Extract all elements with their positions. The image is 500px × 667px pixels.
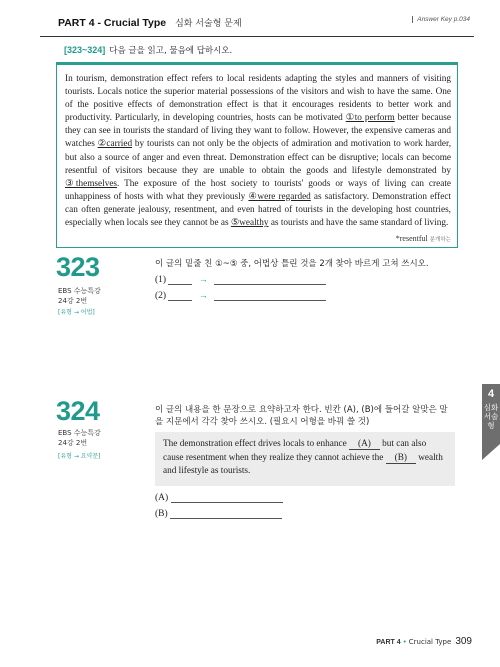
question-number-324: 324 (56, 396, 100, 426)
answer-row-a (155, 492, 283, 503)
source-line: 24강 2번 (58, 439, 88, 447)
source-line: EBS 수능특강 (58, 287, 101, 295)
page-number: 309 (455, 636, 472, 647)
footnote (396, 234, 451, 243)
passage-segment: as tourists and have the same standard of living. (268, 218, 449, 229)
side-tab-tail (482, 444, 500, 460)
answer-blank-correct[interactable] (214, 274, 326, 285)
footnote-word: *resentful (395, 234, 428, 243)
answer-row-1 (155, 274, 326, 285)
part-subtitle: 심화 서술형 문제 (175, 19, 242, 29)
underlined-5: ⑤wealthy (230, 218, 269, 229)
passage-text (65, 73, 451, 230)
answer-blank-wrong[interactable] (168, 274, 192, 285)
source-line: EBS 수능특강 (58, 429, 101, 437)
question-number-323: 323 (56, 252, 100, 282)
footer-type: Crucial Type (408, 638, 452, 646)
question-type-tag-324: [유형 → 요약문] (58, 453, 101, 460)
summary-segment: but can also cause resentment when they realize they cannot achieve the (163, 439, 427, 463)
page-footer (376, 636, 472, 647)
blank-b-label: (B) (394, 452, 407, 463)
passage-box (56, 62, 458, 248)
footer-separator: • (402, 638, 407, 646)
part-label: PART 4 - Crucial Type (58, 17, 167, 29)
answer-row-b (155, 508, 282, 519)
answer-label: (2) (155, 291, 167, 301)
answer-blank-wrong[interactable] (168, 290, 192, 301)
chapter-label: 심화 서술형 (483, 403, 499, 430)
question-prompt-323: 이 글의 밑줄 친 ①~⑤ 중, 어법상 틀린 것을 2개 찾아 바르게 고쳐 쓰시오. (155, 259, 429, 269)
answer-label: (A) (155, 493, 169, 503)
chapter-side-tab (482, 384, 500, 444)
underlined-1: ①to perform (345, 113, 395, 124)
arrow-icon: → (198, 290, 208, 300)
summary-segment: wealth and lifestyle as tourists. (163, 452, 443, 476)
underlined-3: ③themselves (65, 178, 118, 189)
answer-blank-correct[interactable] (214, 290, 326, 301)
footnote-meaning: 분개하는 (429, 237, 451, 243)
passage-segment: as satisfactory. Demonstration effect can often generate jealousy, resentment, and even hatred of tourists in the developing host countries, especially when locals see they cannot be as (65, 191, 452, 229)
summary-box (155, 432, 455, 486)
answer-label: (1) (155, 275, 167, 285)
question-type-tag-323: [유형 → 어법] (58, 309, 95, 316)
passage-segment: In tourism, demonstration effect refers to local residents adapting the styles and manners of visiting tourists. Locals notice the superior material possessions of the visitors and wish to have the same. One of the positive effects of demonstration effect is that it encourages residents to better work and productivity. Particularly, in developing countries, hosts can be motivated (65, 74, 451, 124)
source-line: 24강 2번 (58, 297, 88, 305)
footer-part: PART 4 (376, 639, 401, 646)
blank-a (349, 439, 380, 450)
question-source-323 (58, 286, 101, 306)
arrow-icon: → (198, 274, 208, 284)
summary-segment: The demonstration effect drives locals to enhance (163, 439, 350, 449)
instruction-text: 다음 글을 읽고, 물음에 답하시오. (109, 46, 233, 56)
instructions (64, 44, 232, 56)
answer-key-ref: Answer Key p.034 (412, 16, 470, 23)
summary-text (163, 438, 449, 479)
answer-blank-b[interactable] (170, 508, 282, 519)
answer-blank-a[interactable] (171, 492, 283, 503)
passage-segment: better because they can see in tourists the standard of living they want to follow. However, the expensive cameras and watches (65, 113, 451, 150)
page-header (40, 14, 474, 37)
question-range: [323~324] (64, 45, 106, 55)
chapter-number: 4 (487, 388, 495, 400)
blank-a-label: (A) (357, 439, 371, 449)
part-title (58, 16, 242, 29)
underlined-2: ②carried (97, 139, 133, 150)
answer-row-2 (155, 290, 326, 301)
passage-segment: . The exposure of the host society to tourists' goods or ways of living can create unhappiness of hosts with what they previously (65, 178, 451, 202)
passage-segment: by tourists can not only be the objects of admiration and motivation to work harder, but also a source of anger and even threat. Demonstration effect can be disruptive; locals can become resentful of visitors because they are unable to obtain the goods and lifestyle demonstrated by (65, 139, 452, 176)
blank-b (386, 453, 416, 464)
question-prompt-324: 이 글의 내용을 한 문장으로 요약하고자 한다. 빈칸 (A), (B)에 들어갈 알맞은 말을 지문에서 각각 찾아 쓰시오. (필요시 어형을 바꿔 쓸 것) (155, 405, 448, 427)
question-source-324 (58, 428, 101, 448)
underlined-4: ④were regarded (248, 191, 311, 202)
answer-label: (B) (155, 509, 168, 519)
